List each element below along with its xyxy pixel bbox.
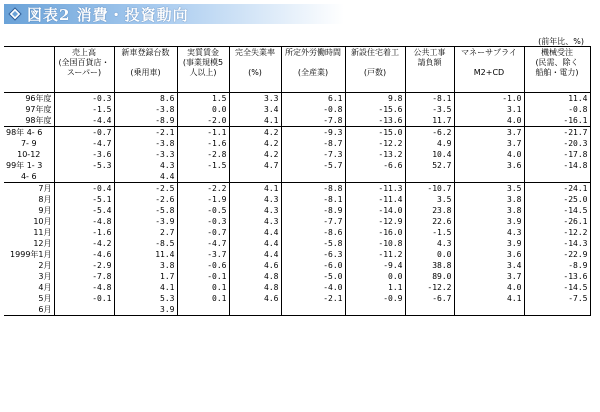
table-cell: 3.8	[454, 194, 524, 205]
table-cell: -3.8	[114, 104, 177, 115]
table-cell: -2.6	[114, 194, 177, 205]
table-cell: -5.3	[54, 160, 114, 171]
row-label: 97年度	[4, 104, 54, 115]
column-header	[229, 47, 281, 93]
column-header-line: (全産業)	[297, 68, 329, 77]
table-cell: -7.5	[524, 293, 590, 304]
table-cell: -5.4	[54, 205, 114, 216]
table-cell: 3.3	[229, 93, 281, 105]
row-label: 1999年1月	[4, 249, 54, 260]
table-cell: -14.3	[524, 238, 590, 249]
column-header-line	[456, 58, 523, 68]
column-header-line	[347, 58, 404, 68]
table-cell: -12.2	[405, 282, 454, 293]
table-cell: 3.4	[229, 104, 281, 115]
table-cell: -2.1	[281, 293, 345, 304]
column-header-line: スーパー)	[66, 68, 102, 77]
table-cell	[524, 171, 590, 183]
column-header-line: 新車登録台数	[121, 48, 170, 57]
table-cell: -2.0	[177, 115, 229, 127]
table-cell: -4.6	[54, 249, 114, 260]
table-cell: -12.9	[345, 216, 405, 227]
unit-note: (前年比、%)	[538, 37, 584, 46]
row-label: 98年度	[4, 115, 54, 127]
row-label: 99年 1- 3	[4, 160, 54, 171]
table-cell: -0.9	[345, 293, 405, 304]
table-cell: -6.2	[405, 127, 454, 139]
table-row	[4, 104, 590, 115]
table-cell: -8.6	[281, 227, 345, 238]
table-cell: 3.1	[454, 104, 524, 115]
column-header	[405, 47, 454, 93]
table-cell: 1.7	[114, 271, 177, 282]
table-cell: 3.6	[454, 160, 524, 171]
table-cell	[229, 171, 281, 183]
table-cell	[405, 304, 454, 316]
table-cell: -0.7	[54, 127, 114, 139]
table-cell: -12.2	[524, 227, 590, 238]
table-cell: -1.5	[177, 160, 229, 171]
table-cell: 4.2	[229, 127, 281, 139]
table-row	[4, 249, 590, 260]
table-cell: 4.9	[405, 138, 454, 149]
column-header-line: (%)	[248, 68, 262, 77]
table-cell: -8.9	[114, 115, 177, 127]
row-label: 11月	[4, 227, 54, 238]
table-cell: 1.5	[177, 93, 229, 105]
table-cell: 0.1	[177, 293, 229, 304]
table-cell: 2.7	[114, 227, 177, 238]
table-cell: 3.9	[454, 216, 524, 227]
table-cell: 0.0	[345, 271, 405, 282]
column-header	[54, 47, 114, 93]
table-cell	[54, 171, 114, 183]
table-row	[4, 227, 590, 238]
table-cell: 22.6	[405, 216, 454, 227]
table-cell: -7.8	[281, 115, 345, 127]
table-cell: 5.3	[114, 293, 177, 304]
row-label: 7- 9	[4, 138, 54, 149]
table-cell: 4.4	[229, 227, 281, 238]
row-label: 10-12	[4, 149, 54, 160]
table-cell: -13.6	[524, 271, 590, 282]
table-cell: -1.9	[177, 194, 229, 205]
page-title: 図表2 消費・投資動向	[27, 5, 189, 24]
table-cell: -15.6	[345, 104, 405, 115]
table-cell: -1.6	[177, 138, 229, 149]
table-cell: 0.1	[177, 282, 229, 293]
table-row	[4, 271, 590, 282]
table-cell: 4.0	[454, 115, 524, 127]
table-cell: 11.7	[405, 115, 454, 127]
column-header-line	[283, 58, 344, 68]
table-row	[4, 149, 590, 160]
column-header	[281, 47, 345, 93]
table-cell: -10.8	[345, 238, 405, 249]
table-cell: 4.2	[229, 138, 281, 149]
column-header	[524, 47, 590, 93]
column-header	[114, 47, 177, 93]
table-cell	[345, 304, 405, 316]
table-cell: -15.0	[345, 127, 405, 139]
row-label: 8月	[4, 194, 54, 205]
column-header	[177, 47, 229, 93]
table-cell: 3.4	[454, 260, 524, 271]
row-label: 96年度	[4, 93, 54, 105]
table-cell: 3.8	[454, 205, 524, 216]
table-cell: 4.8	[229, 271, 281, 282]
table-cell: -0.7	[177, 227, 229, 238]
table-cell: -8.9	[281, 205, 345, 216]
table-cell: 4.3	[229, 205, 281, 216]
table-cell: -4.8	[54, 216, 114, 227]
table-cell: 3.5	[454, 183, 524, 195]
table-cell: -5.0	[281, 271, 345, 282]
column-header-line: 新設住宅着工	[351, 48, 399, 57]
column-header-line: M2+CD	[473, 68, 505, 77]
row-label: 4月	[4, 282, 54, 293]
table-cell: 10.4	[405, 149, 454, 160]
table-cell: -11.4	[345, 194, 405, 205]
table-row	[4, 127, 590, 139]
table-cell: -4.7	[54, 138, 114, 149]
table-cell	[281, 171, 345, 183]
table-cell: 4.1	[229, 115, 281, 127]
table-cell: -5.1	[54, 194, 114, 205]
table-cell: -8.8	[281, 183, 345, 195]
table-cell: -2.2	[177, 183, 229, 195]
table-cell: -4.4	[54, 115, 114, 127]
column-header	[345, 47, 405, 93]
row-label: 2月	[4, 260, 54, 271]
diamond-icon	[8, 7, 22, 21]
table-cell: 4.8	[229, 282, 281, 293]
row-label: 10月	[4, 216, 54, 227]
table-cell: -16.1	[524, 115, 590, 127]
table-cell: 3.9	[454, 238, 524, 249]
table-cell: -5.8	[281, 238, 345, 249]
column-header-line	[231, 58, 280, 68]
table-cell: -5.7	[281, 160, 345, 171]
table-cell: -0.5	[177, 205, 229, 216]
table-cell: 3.9	[114, 304, 177, 316]
table-row	[4, 205, 590, 216]
table-cell: -26.1	[524, 216, 590, 227]
table-cell: -6.6	[345, 160, 405, 171]
table-cell: -4.2	[54, 238, 114, 249]
table-cell: -5.8	[114, 205, 177, 216]
table-row	[4, 260, 590, 271]
table-cell: -16.0	[345, 227, 405, 238]
table-cell: 4.6	[229, 260, 281, 271]
table-cell: 4.4	[229, 238, 281, 249]
table-cell: 4.3	[229, 194, 281, 205]
header-stub	[4, 47, 54, 93]
table-row	[4, 293, 590, 304]
table-cell	[454, 304, 524, 316]
table-cell: -22.9	[524, 249, 590, 260]
table-cell: -3.3	[114, 149, 177, 160]
column-header-line	[407, 68, 453, 78]
table-cell: -1.0	[454, 93, 524, 105]
table-cell: -14.8	[524, 160, 590, 171]
table-cell: -2.5	[114, 183, 177, 195]
row-label: 5月	[4, 293, 54, 304]
column-header-line: 所定外労働時間	[285, 48, 341, 57]
table-cell: -9.3	[281, 127, 345, 139]
table-cell: 4.1	[114, 282, 177, 293]
table-body	[4, 93, 590, 316]
table-cell: -1.6	[54, 227, 114, 238]
table-cell: -0.1	[177, 271, 229, 282]
table-cell: -13.6	[345, 115, 405, 127]
table-row	[4, 183, 590, 195]
row-label: 12月	[4, 238, 54, 249]
column-header-line: 完全失業率	[235, 48, 275, 57]
table-row	[4, 171, 590, 183]
table-cell: 0.0	[177, 104, 229, 115]
column-header-line: 船舶・電力)	[535, 68, 579, 77]
table-cell: 4.6	[229, 293, 281, 304]
table-cell: -9.4	[345, 260, 405, 271]
column-header-line: 売上高	[72, 48, 96, 57]
table-cell: -20.3	[524, 138, 590, 149]
row-label: 4- 6	[4, 171, 54, 183]
table-cell: -14.5	[524, 282, 590, 293]
column-header-line: 公共工事	[413, 48, 446, 57]
table-cell: -1.5	[54, 104, 114, 115]
column-header-line: 請負額	[417, 58, 442, 67]
table-cell: 0.0	[405, 249, 454, 260]
table-cell: 4.2	[229, 149, 281, 160]
table-row	[4, 138, 590, 149]
table-row	[4, 304, 590, 316]
table-cell: -0.8	[524, 104, 590, 115]
title-bar	[4, 4, 344, 24]
table-cell: 4.1	[454, 293, 524, 304]
column-header-line: 人以上)	[189, 68, 217, 77]
column-header-line: 実質賃金	[187, 48, 219, 57]
table-cell: -6.7	[405, 293, 454, 304]
table-cell: -7.3	[281, 149, 345, 160]
table-cell: 4.3	[114, 160, 177, 171]
table-cell: -24.1	[524, 183, 590, 195]
table-cell	[54, 304, 114, 316]
column-header-line: (戸数)	[363, 68, 387, 77]
table-cell: 11.4	[524, 93, 590, 105]
table-cell: -3.7	[177, 249, 229, 260]
table-cell: -3.8	[114, 138, 177, 149]
table-cell: 3.5	[405, 194, 454, 205]
table-cell	[229, 304, 281, 316]
table-cell: -4.8	[54, 282, 114, 293]
table-row	[4, 194, 590, 205]
table-cell	[454, 171, 524, 183]
table-cell: 4.4	[114, 171, 177, 183]
table-row	[4, 93, 590, 105]
table-cell: -8.9	[524, 260, 590, 271]
table-cell: 4.3	[229, 216, 281, 227]
table-cell: -2.8	[177, 149, 229, 160]
table-cell: -12.2	[345, 138, 405, 149]
table-cell: 52.7	[405, 160, 454, 171]
table-cell: -7.7	[281, 216, 345, 227]
table-cell: -8.1	[405, 93, 454, 105]
column-header-line: (全国百貨店・	[58, 58, 110, 67]
table-cell: -0.3	[177, 216, 229, 227]
table-cell: 9.8	[345, 93, 405, 105]
table-cell: 89.0	[405, 271, 454, 282]
table-cell: -2.9	[54, 260, 114, 271]
data-table	[4, 46, 591, 316]
table-row	[4, 160, 590, 171]
table-cell: 4.1	[229, 183, 281, 195]
table-cell	[281, 304, 345, 316]
table-cell: 4.7	[229, 160, 281, 171]
row-label: 7月	[4, 183, 54, 195]
table-cell: -0.1	[54, 293, 114, 304]
row-label: 98年 4- 6	[4, 127, 54, 139]
table-cell: 4.3	[454, 227, 524, 238]
column-header-line	[116, 58, 176, 68]
table-cell: -17.8	[524, 149, 590, 160]
table-cell: -11.3	[345, 183, 405, 195]
table-cell: -21.7	[524, 127, 590, 139]
table-cell: -6.3	[281, 249, 345, 260]
table-cell: -2.1	[114, 127, 177, 139]
table-cell: -7.8	[54, 271, 114, 282]
column-header-line: 機械受注	[541, 48, 573, 57]
header-row	[4, 47, 590, 93]
table-cell: 8.6	[114, 93, 177, 105]
column-header-line: (民需、除く	[535, 58, 579, 67]
table-cell: -11.2	[345, 249, 405, 260]
table-cell: 3.7	[454, 127, 524, 139]
table-cell	[177, 304, 229, 316]
table-cell: 3.7	[454, 271, 524, 282]
table-cell: 4.3	[405, 238, 454, 249]
table-cell: 11.4	[114, 249, 177, 260]
table-cell	[405, 171, 454, 183]
row-label: 3月	[4, 271, 54, 282]
row-label: 9月	[4, 205, 54, 216]
table-cell: -14.0	[345, 205, 405, 216]
table-cell: 6.1	[281, 93, 345, 105]
table-cell: -8.5	[114, 238, 177, 249]
table-row	[4, 238, 590, 249]
table-cell: -4.0	[281, 282, 345, 293]
table-row	[4, 216, 590, 227]
table-cell: -3.9	[114, 216, 177, 227]
table-cell: 3.7	[454, 138, 524, 149]
column-header	[454, 47, 524, 93]
table-cell: -3.6	[54, 149, 114, 160]
table-cell: -25.0	[524, 194, 590, 205]
table-cell: 23.8	[405, 205, 454, 216]
column-header-line: マネーサプライ	[461, 48, 517, 57]
table-cell: 1.1	[345, 282, 405, 293]
table-cell: -14.5	[524, 205, 590, 216]
table-cell: 4.0	[454, 149, 524, 160]
table-row	[4, 282, 590, 293]
column-header-line: (事業規模5	[182, 58, 224, 67]
table-cell: -0.6	[177, 260, 229, 271]
table-cell: -3.5	[405, 104, 454, 115]
table-cell: 4.0	[454, 282, 524, 293]
table-cell: 3.6	[454, 249, 524, 260]
table-cell: -13.2	[345, 149, 405, 160]
table-cell: -1.1	[177, 127, 229, 139]
column-header-line: (乗用車)	[130, 68, 161, 77]
table-cell: -8.1	[281, 194, 345, 205]
table-cell: 38.8	[405, 260, 454, 271]
table-cell: -10.7	[405, 183, 454, 195]
table-cell: -6.0	[281, 260, 345, 271]
table-cell: -1.5	[405, 227, 454, 238]
table-cell	[177, 171, 229, 183]
table-row	[4, 115, 590, 127]
table-cell: -0.3	[54, 93, 114, 105]
table-cell	[524, 304, 590, 316]
table-cell: 3.8	[114, 260, 177, 271]
table-cell: -0.8	[281, 104, 345, 115]
row-label: 6月	[4, 304, 54, 316]
table-cell	[345, 171, 405, 183]
table-cell: 4.4	[229, 249, 281, 260]
table-cell: -8.7	[281, 138, 345, 149]
table-cell: -0.4	[54, 183, 114, 195]
table-cell: -4.7	[177, 238, 229, 249]
